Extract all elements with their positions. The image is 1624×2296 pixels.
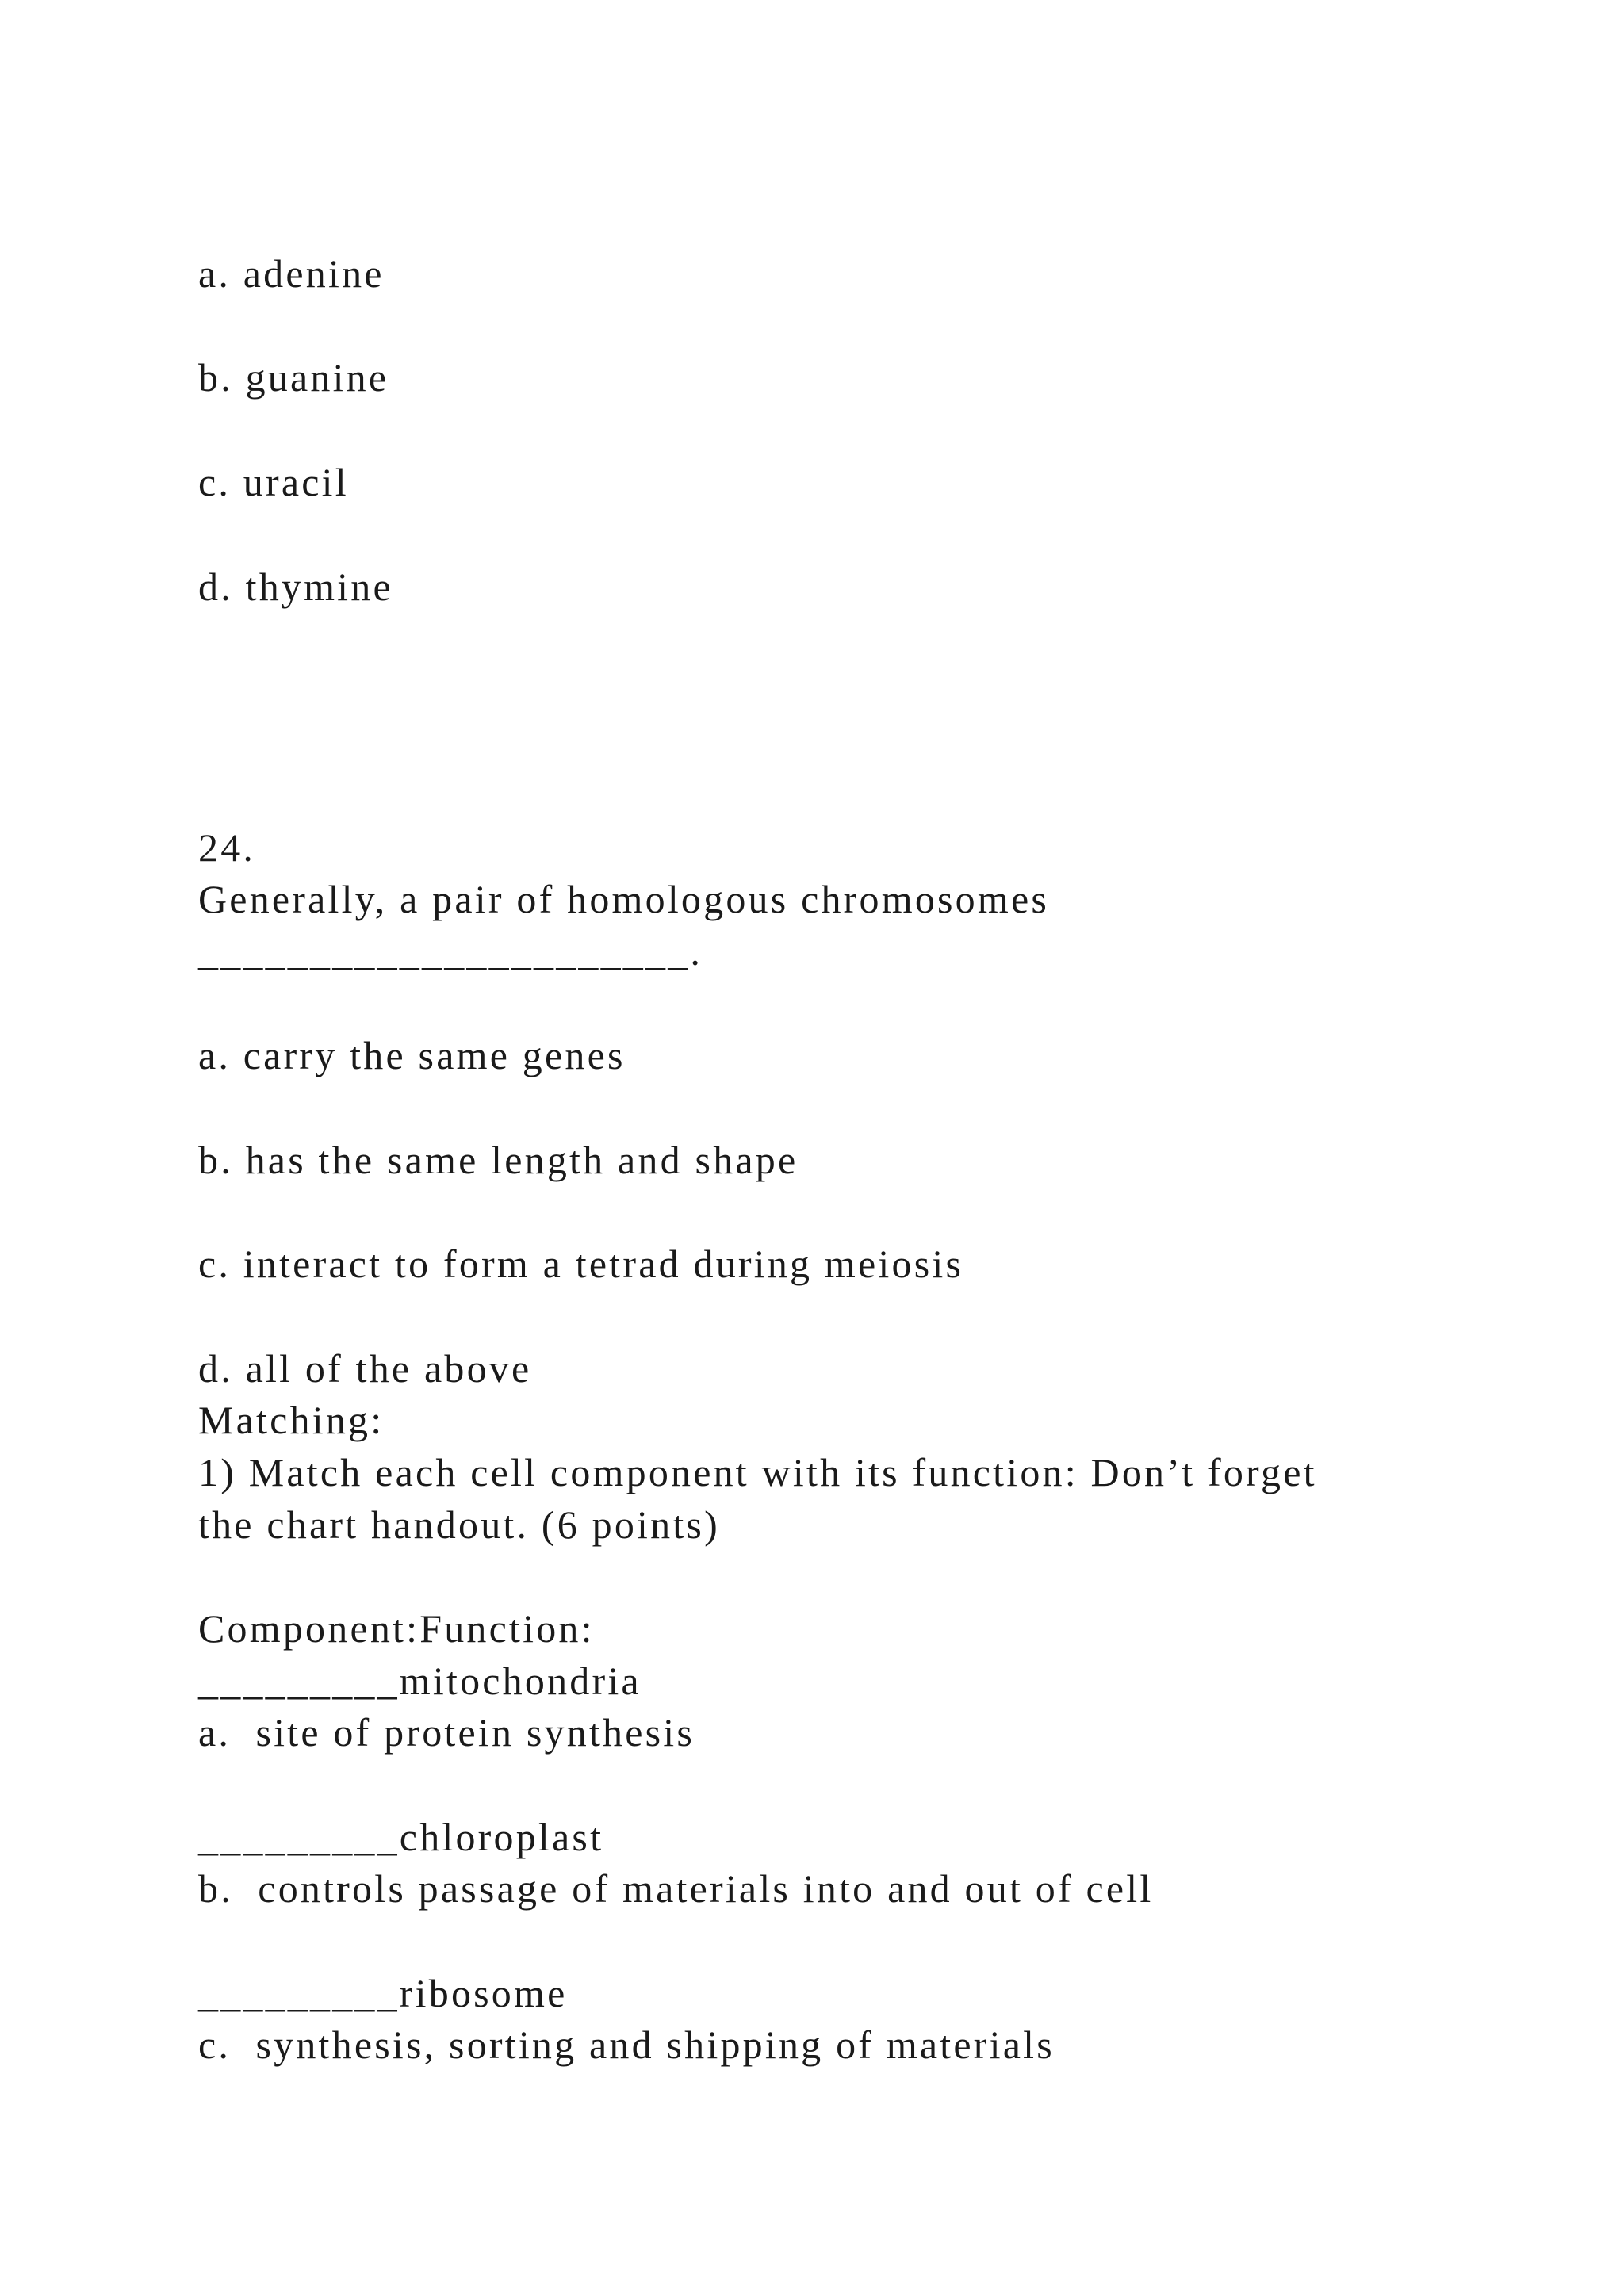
matching-component-mitochondria: _________mitochondria xyxy=(198,1659,642,1703)
q24-option-d: d. all of the above xyxy=(198,1346,532,1391)
q24-stem: Generally, a pair of homologous chromosomes xyxy=(198,877,1050,921)
matching-columns-header: Component:Function: xyxy=(198,1606,595,1651)
matching-instruction-line-1: 1) Match each cell component with its function: Don’t forget xyxy=(198,1450,1317,1494)
matching-component-ribosome: _________ribosome xyxy=(198,1971,568,2015)
q24-option-c: c. interact to form a tetrad during meiosis xyxy=(198,1242,964,1286)
matching-function-b: b. controls passage of materials into and out of cell xyxy=(198,1866,1154,1911)
q24-option-a: a. carry the same genes xyxy=(198,1033,626,1077)
q23-option-a: a. adenine xyxy=(198,251,385,296)
q23-option-b: b. guanine xyxy=(198,355,389,400)
matching-component-chloroplast: _________chloroplast xyxy=(198,1815,604,1859)
matching-instruction-line-2: the chart handout. (6 points) xyxy=(198,1502,720,1547)
q24-option-b: b. has the same length and shape xyxy=(198,1138,799,1182)
q24-number: 24. xyxy=(198,825,256,870)
q23-option-d: d. thymine xyxy=(198,564,393,609)
q23-option-c: c. uracil xyxy=(198,460,349,504)
matching-function-c: c. synthesis, sorting and shipping of materials xyxy=(198,2022,1055,2067)
matching-function-a: a. site of protein synthesis xyxy=(198,1710,695,1755)
q24-blank: ______________________. xyxy=(198,929,703,974)
matching-heading: Matching: xyxy=(198,1398,385,1442)
